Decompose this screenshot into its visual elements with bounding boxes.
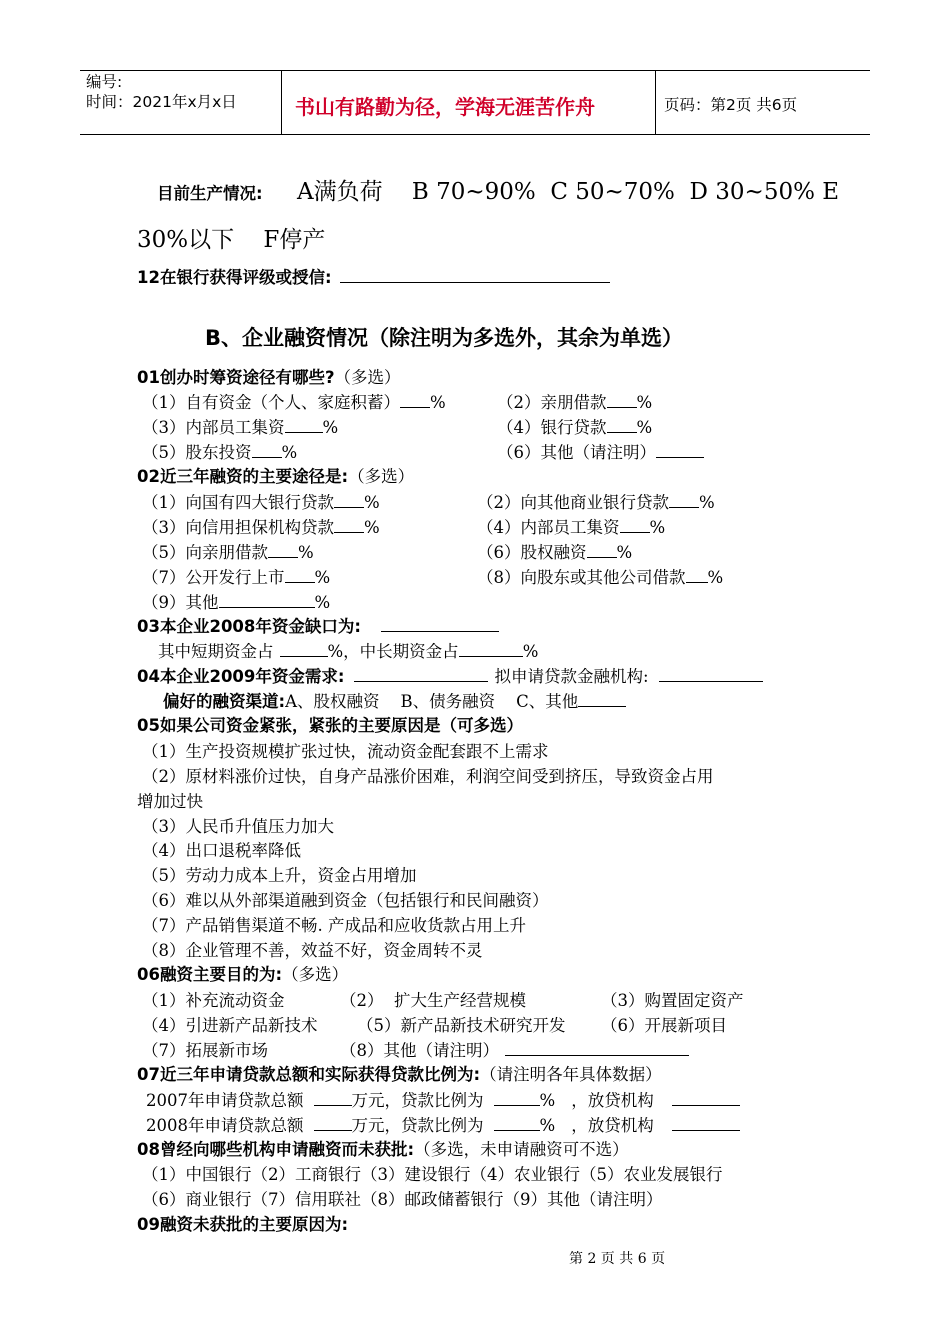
q05-title: 05如果公司资金紧张，紧张的主要原因是（可多选） — [137, 716, 523, 735]
q03-breakdown: 其中短期资金占 %，中长期资金占 % — [158, 638, 538, 662]
section-b-title: B、企业融资情况（除注明为多选外，其余为单选） — [205, 326, 684, 350]
header-time: 时间：2021年x月x日 — [86, 93, 237, 111]
q05-item-4[interactable]: （4）出口退税率降低 — [142, 841, 301, 860]
q01-item-4[interactable]: （4）银行贷款 % — [497, 414, 652, 438]
q07-row-2008: 2008年申请贷款总额 万元，贷款比例为 % ，放贷机构 — [146, 1112, 740, 1136]
q01-item-3[interactable]: （3）内部员工集资 % — [142, 414, 338, 438]
q01-item-2[interactable]: （2）亲朋借款 % — [497, 389, 652, 413]
header-top-rule — [80, 70, 870, 71]
production-options-line1: A满负荷 B 70~90% C 50~70% D 30~50% E — [297, 179, 840, 205]
q07-2007-amount-blank[interactable] — [314, 1089, 352, 1107]
q07-row-2007: 2007年申请贷款总额 万元，贷款比例为 % ，放贷机构 — [146, 1087, 740, 1111]
q05-item-7[interactable]: （7）产品销售渠道不畅. 产成品和应收货款占用上升 — [142, 916, 526, 935]
q05-item-6[interactable]: （6）难以从外部渠道融到资金（包括银行和民间融资） — [142, 891, 549, 910]
q06-other-blank[interactable] — [505, 1039, 689, 1057]
q04-channel-other-blank[interactable] — [578, 690, 626, 708]
q08-options-line1[interactable]: （1）中国银行（2）工商银行（3）建设银行（4）农业银行（5）农业发展银行 — [142, 1165, 723, 1184]
q02-item-9[interactable]: （9）其他 % — [142, 589, 330, 613]
header-serial: 编号: — [86, 73, 123, 91]
q06-item-5[interactable]: （5）新产品新技术研究开发 — [357, 1016, 566, 1035]
header-divider-left — [281, 70, 282, 134]
q07-2008-amount-blank[interactable] — [314, 1114, 352, 1132]
header-motto: 书山有路勤为径，学海无涯苦作舟 — [295, 95, 595, 119]
q08-title: 08曾经向哪些机构申请融资而未获批:（多选，未申请融资可不选） — [137, 1140, 629, 1159]
q02-title: 02近三年融资的主要途径是:（多选） — [137, 467, 415, 486]
q05-item-8[interactable]: （8）企业管理不善，效益不好，资金周转不灵 — [142, 941, 483, 960]
q01-item-1[interactable]: （1）自有资金（个人、家庭积蓄） % — [142, 389, 446, 413]
q05-item-1[interactable]: （1）生产投资规模扩张过快，流动资金配套跟不上需求 — [142, 742, 549, 761]
q03-title: 03本企业2008年资金缺口为: — [137, 613, 499, 637]
q03-long-term-blank[interactable] — [459, 640, 523, 658]
q01-item-6[interactable]: （6）其他（请注明） — [497, 439, 704, 463]
q03-blank[interactable] — [381, 615, 499, 633]
q09-title: 09融资未获批的主要原因为: — [137, 1215, 349, 1234]
q02-item-8[interactable]: （8）向股东或其他公司借款 % — [477, 564, 723, 588]
production-options-line2: 30%以下 F停产 — [137, 227, 326, 253]
q06-item-4[interactable]: （4）引进新产品新技术 — [142, 1016, 318, 1035]
q03-short-term-blank[interactable] — [280, 640, 328, 658]
q02-item-1[interactable]: （1）向国有四大银行贷款 % — [142, 489, 380, 513]
header-divider-right — [655, 70, 656, 134]
q12-label: 12在银行获得评级或授信: — [137, 264, 610, 288]
q01-title: 01创办时筹资途径有哪些?（多选） — [137, 368, 401, 387]
q06-item-6[interactable]: （6）开展新项目 — [601, 1016, 727, 1035]
q05-item-3[interactable]: （3）人民币升值压力加大 — [142, 817, 334, 836]
q06-title: 06融资主要目的为:（多选） — [137, 965, 349, 984]
q06-item-2[interactable]: （2） 扩大生产经营规模 — [340, 991, 526, 1010]
q07-2007-lender-blank[interactable] — [672, 1089, 740, 1107]
q06-item-3[interactable]: （3）购置固定资产 — [601, 991, 744, 1010]
q02-item-7[interactable]: （7）公开发行上市 % — [142, 564, 330, 588]
q06-item-8[interactable]: （8）其他（请注明） — [340, 1037, 689, 1061]
q04-lender-blank[interactable] — [659, 665, 763, 683]
production-label: 目前生产情况: — [157, 184, 263, 203]
header-bottom-rule — [80, 134, 870, 135]
q05-item-2-cont: 增加过快 — [137, 792, 203, 811]
q07-2007-ratio-blank[interactable] — [494, 1089, 540, 1107]
header-page-label: 页码：第2页 共6页 — [664, 96, 798, 114]
q01-item-5[interactable]: （5）股东投资 % — [142, 439, 297, 463]
q07-2008-ratio-blank[interactable] — [494, 1114, 540, 1132]
q05-item-2[interactable]: （2）原材料涨价过快，自身产品涨价困难，利润空间受到挤压，导致资金占用 — [142, 767, 714, 786]
q04-title: 04本企业2009年资金需求: 拟申请贷款金融机构: — [137, 663, 763, 687]
q12-blank[interactable] — [340, 266, 610, 284]
q08-options-line2[interactable]: （6）商业银行（7）信用联社（8）邮政储蓄银行（9）其他（请注明） — [142, 1190, 663, 1209]
q02-item-4[interactable]: （4）内部员工集资 % — [477, 514, 665, 538]
footer-page-number: 第 2 页 共 6 页 — [569, 1251, 666, 1267]
q04-channel: 偏好的融资渠道:A、股权融资 B、债务融资 C、其他 — [163, 688, 626, 712]
q06-item-1[interactable]: （1）补充流动资金 — [142, 991, 285, 1010]
q07-title: 07近三年申请贷款总额和实际获得贷款比例为:（请注明各年具体数据） — [137, 1065, 662, 1084]
q02-item-3[interactable]: （3）向信用担保机构贷款 % — [142, 514, 380, 538]
q07-2008-lender-blank[interactable] — [672, 1114, 740, 1132]
q02-item-2[interactable]: （2）向其他商业银行贷款 % — [477, 489, 715, 513]
q02-item-6[interactable]: （6）股权融资 % — [477, 539, 632, 563]
q04-demand-blank[interactable] — [354, 665, 488, 683]
q06-item-7[interactable]: （7）拓展新市场 — [142, 1041, 268, 1060]
q05-item-5[interactable]: （5）劳动力成本上升，资金占用增加 — [142, 866, 417, 885]
q02-item-5[interactable]: （5）向亲朋借款 % — [142, 539, 314, 563]
